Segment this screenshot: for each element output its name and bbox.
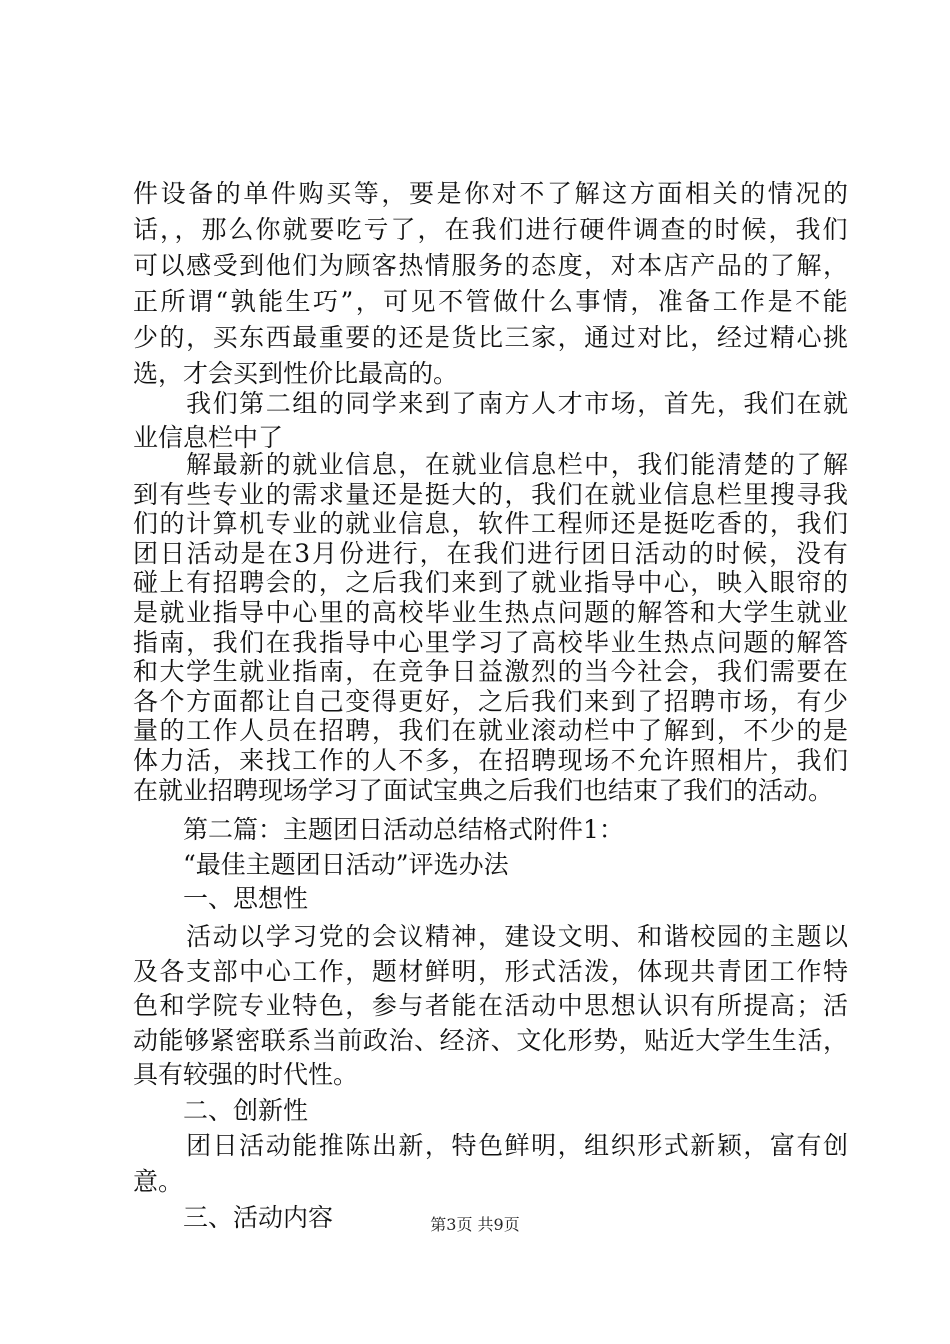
text-line: 及各支部中心工作，题材鲜明，形式活泼，体现共青团工作特 bbox=[133, 957, 850, 986]
text-line: 是就业指导中心里的高校毕业生热点问题的解答和大学生就业 bbox=[133, 598, 850, 627]
text-line: 体力活，来找工作的人不多，在招聘现场不允许照相片，我们 bbox=[133, 746, 850, 775]
text-line: 团日活动是在3月份进行，在我们进行团日活动的时候，没有 bbox=[133, 539, 850, 568]
text-line: 们的计算机专业的就业信息，软件工程师还是挺吃香的，我们 bbox=[133, 509, 850, 538]
page-footer: 第3页 共9页 bbox=[430, 1215, 520, 1234]
text-line: 第二篇：主题团日活动总结格式附件1： bbox=[133, 815, 624, 844]
text-line: 碰上有招聘会的，之后我们来到了就业指导中心，映入眼帘的 bbox=[133, 568, 850, 597]
text-line: 和大学生就业指南，在竞争日益激烈的当今社会，我们需要在 bbox=[133, 657, 850, 686]
text-line: 活动以学习党的会议精神，建设文明、和谐校园的主题以 bbox=[133, 922, 850, 951]
text-line: 三、活动内容 bbox=[133, 1203, 334, 1232]
text-line: 件设备的单件购买等，要是你对不了解这方面相关的情况的 bbox=[133, 179, 851, 208]
text-line: 指南，我们在我指导中心里学习了高校毕业生热点问题的解答 bbox=[133, 628, 850, 657]
text-line: 在就业招聘现场学习了面试宝典之后我们也结束了我们的活动。 bbox=[133, 776, 834, 805]
text-line: 色和学院专业特色，参与者能在活动中思想认识有所提高；活 bbox=[133, 991, 850, 1020]
text-line: 具有较强的时代性。 bbox=[133, 1060, 359, 1089]
text-line: 话，，那么你就要吃亏了，在我们进行硬件调查的时候，我们 bbox=[133, 215, 850, 244]
text-line: 业信息栏中了 bbox=[133, 423, 284, 452]
text-line: 二、创新性 bbox=[133, 1096, 309, 1125]
text-line: 我们第二组的同学来到了南方人才市场，首先，我们在就 bbox=[133, 389, 850, 418]
text-line: 到有些专业的需求量还是挺大的，我们在就业信息栏里搜寻我 bbox=[133, 480, 850, 509]
text-line: 解最新的就业信息，在就业信息栏中，我们能清楚的了解 bbox=[133, 450, 850, 479]
text-line: 正所谓“孰能生巧”，可见不管做什么事情，准备工作是不能 bbox=[133, 287, 851, 316]
text-line: “最佳主题团日活动”评选办法 bbox=[133, 850, 509, 879]
text-line: 少的，买东西最重要的还是货比三家，通过对比，经过精心挑 bbox=[133, 323, 850, 352]
text-line: 意。 bbox=[133, 1167, 184, 1196]
text-line: 团日活动能推陈出新，特色鲜明，组织形式新颖，富有创 bbox=[133, 1131, 850, 1160]
text-line: 选，才会买到性价比最高的。 bbox=[133, 359, 459, 388]
text-line: 可以感受到他们为顾客热情服务的态度，对本店产品的了解， bbox=[133, 251, 850, 280]
text-line: 各个方面都让自己变得更好，之后我们来到了招聘市场，有少 bbox=[133, 687, 850, 716]
text-line: 量的工作人员在招聘，我们在就业滚动栏中了解到，不少的是 bbox=[133, 716, 850, 745]
text-line: 一、思想性 bbox=[133, 884, 309, 913]
text-line: 动能够紧密联系当前政治、经济、文化形势，贴近大学生生活， bbox=[133, 1026, 849, 1055]
